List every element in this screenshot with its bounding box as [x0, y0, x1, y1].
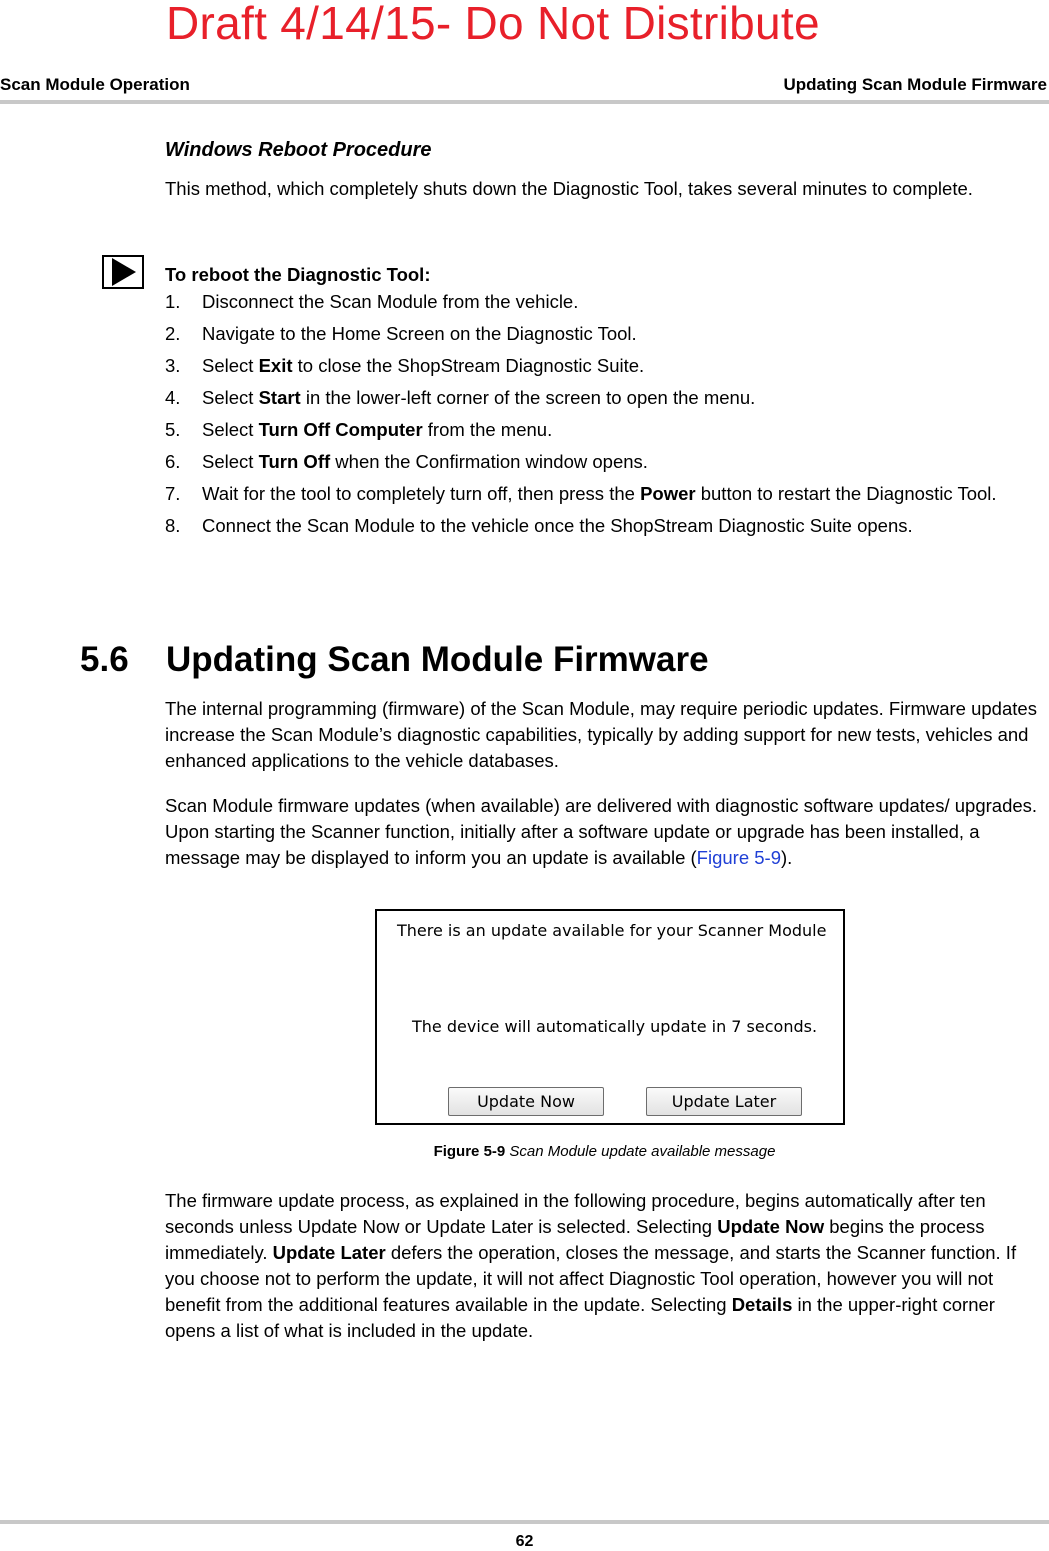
list-item: 6. Select Turn Off when the Confirmation window opens.	[165, 451, 648, 472]
update-message-screenshot	[375, 909, 845, 1125]
footer-rule	[0, 1520, 1049, 1524]
section-number: 5.6	[80, 640, 129, 679]
update-now-button[interactable]: Update Now	[448, 1087, 604, 1116]
update-later-button[interactable]: Update Later	[646, 1087, 802, 1116]
reboot-subheading: Windows Reboot Procedure	[165, 139, 432, 161]
list-item: 8. Connect the Scan Module to the vehicle once the ShopStream Diagnostic Suite opens.	[165, 515, 913, 536]
list-item: 7. Wait for the tool to completely turn off, then press the Power button to restart the Diagnostic Tool.	[165, 483, 997, 504]
update-process-paragraph: The firmware update process, as explained in the following procedure, begins automatically after ten seconds unless Update Now or Update Later is selected. Selecting Update Now begins the process immediately. Update Later defers the operation, closes the message, and starts the Scanner function. If you choose not to perform the update, it will not affect Diagnostic Tool operation, however you will not benefit from the additional features available in the update. Selecting Details in the upper-right corner opens a list of what is included in the update.	[165, 1190, 1017, 1341]
page-number: 62	[515, 1533, 534, 1550]
update-available-message: There is an update available for your Scanner Module	[397, 921, 827, 940]
firmware-delivery-paragraph: Scan Module firmware updates (when available) are delivered with diagnostic software updates/ upgrades. Upon starting the Scanner function, initially after a software update or upgrade has been installed, a message may be displayed to inform you an update is available (Figure 5-9).	[165, 795, 1038, 868]
figure-caption: Figure 5-9 Scan Module update available message	[433, 1143, 776, 1160]
reboot-steps-list	[165, 290, 1045, 546]
procedure-arrow-icon	[102, 255, 144, 289]
list-item: 4. Select Start in the lower-left corner of the screen to open the menu.	[165, 387, 756, 408]
procedure-title: To reboot the Diagnostic Tool:	[165, 264, 431, 285]
section-title: Updating Scan Module Firmware	[166, 640, 709, 679]
list-item: 2. Navigate to the Home Screen on the Diagnostic Tool.	[165, 323, 637, 344]
auto-update-countdown-message: The device will automatically update in 7 seconds.	[412, 1017, 818, 1036]
running-header-right: Updating Scan Module Firmware	[783, 75, 1047, 94]
reboot-intro: This method, which completely shuts down the Diagnostic Tool, takes several minutes to complete.	[165, 178, 973, 199]
list-item: 3. Select Exit to close the ShopStream Diagnostic Suite.	[165, 355, 645, 376]
list-item: 5. Select Turn Off Computer from the menu.	[165, 419, 553, 440]
header-rule	[0, 100, 1049, 104]
section-heading	[80, 640, 709, 680]
firmware-intro-paragraph: The internal programming (firmware) of the Scan Module, may require periodic updates. Firmware updates increase the Scan Module’s diagnostic capabilities, typically by adding support for new tests, vehicles and enhanced applications to the vehicle databases.	[165, 698, 1037, 771]
running-header-left: Scan Module Operation	[0, 75, 190, 94]
draft-watermark: Draft 4/14/15- Do Not Distribute	[166, 0, 820, 49]
figure-reference-link[interactable]: Figure 5-9	[696, 847, 781, 868]
list-item: 1. Disconnect the Scan Module from the vehicle.	[165, 291, 579, 312]
